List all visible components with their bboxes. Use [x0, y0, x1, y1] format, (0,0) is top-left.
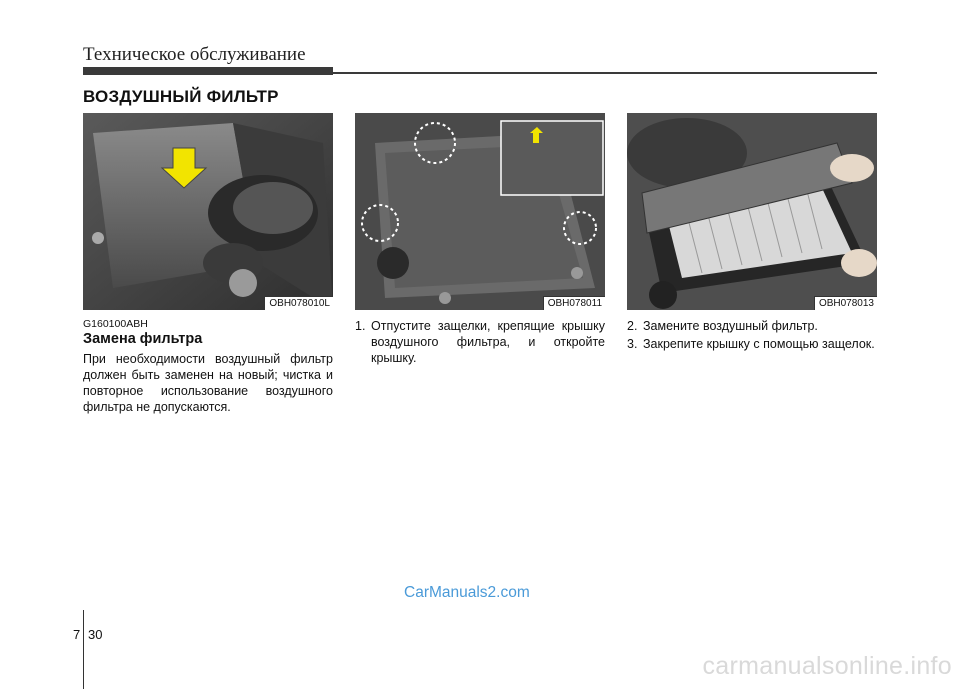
list-text: Закрепите крышку с помощью защелок.: [643, 337, 875, 351]
steps-list-col2: [355, 318, 605, 368]
page-divider: [83, 610, 84, 689]
photo-label-3: OBH078013: [814, 296, 877, 310]
engine-bay-illustration-1: [83, 113, 333, 310]
section-code: G160100ABH: [83, 318, 148, 330]
header-bar: [83, 67, 333, 75]
photo-label-1: OBH078010L: [264, 296, 333, 310]
header-rule: [333, 72, 877, 74]
engine-photo-3: [627, 113, 877, 310]
list-number: 1.: [355, 319, 366, 333]
header-title: Техническое обслуживание: [83, 44, 306, 65]
list-item: [627, 336, 877, 352]
body-paragraph: При необходимости воздушный фильтр должен быть заменен на новый; чистка и повторное использование воздушного фильтра не допускаются.: [83, 352, 333, 414]
list-number: 2.: [627, 319, 638, 333]
list-number: 3.: [627, 337, 638, 351]
photo-label-2: OBH078011: [543, 296, 605, 310]
watermark-footer: carmanualsonline.info: [702, 652, 952, 680]
watermark-link[interactable]: CarManuals2.com: [404, 584, 530, 601]
chapter-number: 7: [73, 627, 81, 642]
list-text: Замените воздушный фильтр.: [643, 319, 818, 333]
list-item: [627, 318, 877, 334]
engine-bay-illustration-2: [355, 113, 605, 310]
engine-photo-2: [355, 113, 605, 310]
list-text: Отпустите защелки, крепящие крышку воздушного фильтра, и откройте крышку.: [371, 319, 605, 365]
list-item: [355, 318, 605, 366]
section-title: ВОЗДУШНЫЙ ФИЛЬТР: [83, 87, 279, 106]
filter-replacement-illustration: [627, 113, 877, 310]
engine-photo-1: [83, 113, 333, 310]
subsection-title: Замена фильтра: [83, 331, 203, 347]
steps-list-col3: [627, 318, 877, 354]
page-number: 30: [88, 627, 103, 642]
inset-detail: [501, 121, 603, 195]
